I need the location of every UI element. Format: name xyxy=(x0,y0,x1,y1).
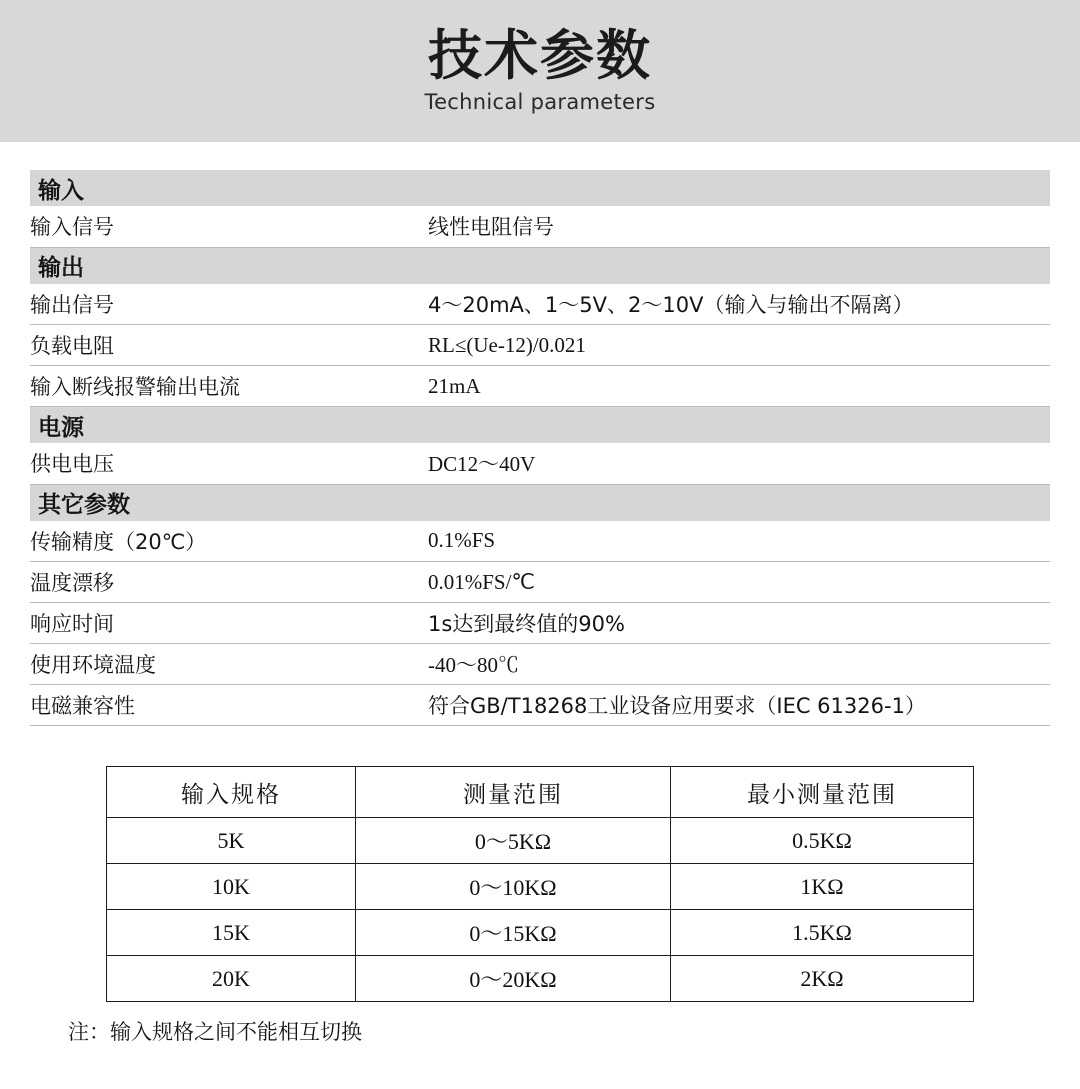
section-heading-spacer xyxy=(428,247,1050,284)
range-cell-min-range: 1KΩ xyxy=(671,864,974,910)
section-header-row xyxy=(30,247,1050,284)
range-cell-min-range: 0.5KΩ xyxy=(671,818,974,864)
spec-value: DC12～40V xyxy=(428,443,1050,484)
table-row xyxy=(107,910,974,956)
table-row xyxy=(30,284,1050,325)
table-row xyxy=(30,644,1050,685)
spec-label: 使用环境温度 xyxy=(30,644,428,685)
section-heading: 输出 xyxy=(30,247,428,284)
range-cell-measure-range: 0～5KΩ xyxy=(356,818,671,864)
table-row xyxy=(30,206,1050,247)
range-cell-min-range: 2KΩ xyxy=(671,956,974,1002)
range-table-container xyxy=(0,766,1080,1002)
range-cell-input-spec: 20K xyxy=(107,956,356,1002)
range-cell-input-spec: 5K xyxy=(107,818,356,864)
spec-label: 响应时间 xyxy=(30,603,428,644)
spec-value: 线性电阻信号 xyxy=(428,206,1050,247)
spec-value: 符合GB/T18268工业设备应用要求（IEC 61326-1） xyxy=(428,685,1050,726)
spec-label: 供电电压 xyxy=(30,443,428,484)
spec-value: -40～80℃ xyxy=(428,644,1050,685)
footnote: 注：输入规格之间不能相互切换 xyxy=(68,1020,362,1044)
table-row xyxy=(30,562,1050,603)
table-row xyxy=(107,864,974,910)
section-header-row xyxy=(30,484,1050,521)
range-cell-input-spec: 10K xyxy=(107,864,356,910)
table-row xyxy=(30,521,1050,562)
range-column-header-measure-range: 测量范围 xyxy=(356,767,671,818)
section-heading-spacer xyxy=(428,484,1050,521)
page-title: 技术参数 xyxy=(428,23,652,87)
page-header-banner xyxy=(0,0,1080,142)
specification-table-body xyxy=(30,170,1050,726)
table-row xyxy=(30,443,1050,484)
table-row xyxy=(30,325,1050,366)
spec-value: 21mA xyxy=(428,366,1050,407)
specification-table xyxy=(30,170,1050,726)
spec-value: RL≤(Ue-12)/0.021 xyxy=(428,325,1050,366)
section-heading: 其它参数 xyxy=(30,484,428,521)
spec-label: 输入断线报警输出电流 xyxy=(30,366,428,407)
spec-label: 温度漂移 xyxy=(30,562,428,603)
section-heading-spacer xyxy=(428,407,1050,444)
spec-label: 负载电阻 xyxy=(30,325,428,366)
range-column-header-input-spec: 输入规格 xyxy=(107,767,356,818)
table-row xyxy=(30,603,1050,644)
table-row xyxy=(30,685,1050,726)
range-header-row xyxy=(107,767,974,818)
spec-label: 电磁兼容性 xyxy=(30,685,428,726)
specification-table-container xyxy=(30,170,1050,726)
section-header-row xyxy=(30,407,1050,444)
section-heading-spacer xyxy=(428,170,1050,206)
section-heading: 输入 xyxy=(30,170,428,206)
range-cell-input-spec: 15K xyxy=(107,910,356,956)
spec-value: 1s达到最终值的90% xyxy=(428,603,1050,644)
spec-value: 0.01%FS/℃ xyxy=(428,562,1050,603)
spec-label: 输入信号 xyxy=(30,206,428,247)
measurement-range-table xyxy=(106,766,974,1002)
page-subtitle: Technical parameters xyxy=(424,90,656,115)
section-header-row xyxy=(30,170,1050,206)
spec-value: 0.1%FS xyxy=(428,521,1050,562)
section-heading: 电源 xyxy=(30,407,428,444)
range-cell-measure-range: 0～15KΩ xyxy=(356,910,671,956)
range-table-body xyxy=(107,818,974,1002)
range-table-head xyxy=(107,767,974,818)
table-row xyxy=(30,366,1050,407)
table-row xyxy=(107,956,974,1002)
range-cell-measure-range: 0～20KΩ xyxy=(356,956,671,1002)
table-row xyxy=(107,818,974,864)
range-cell-measure-range: 0～10KΩ xyxy=(356,864,671,910)
range-column-header-min-range: 最小测量范围 xyxy=(671,767,974,818)
spec-value: 4～20mA、1～5V、2～10V（输入与输出不隔离） xyxy=(428,284,1050,325)
spec-label: 传输精度（20℃） xyxy=(30,521,428,562)
spec-label: 输出信号 xyxy=(30,284,428,325)
range-cell-min-range: 1.5KΩ xyxy=(671,910,974,956)
